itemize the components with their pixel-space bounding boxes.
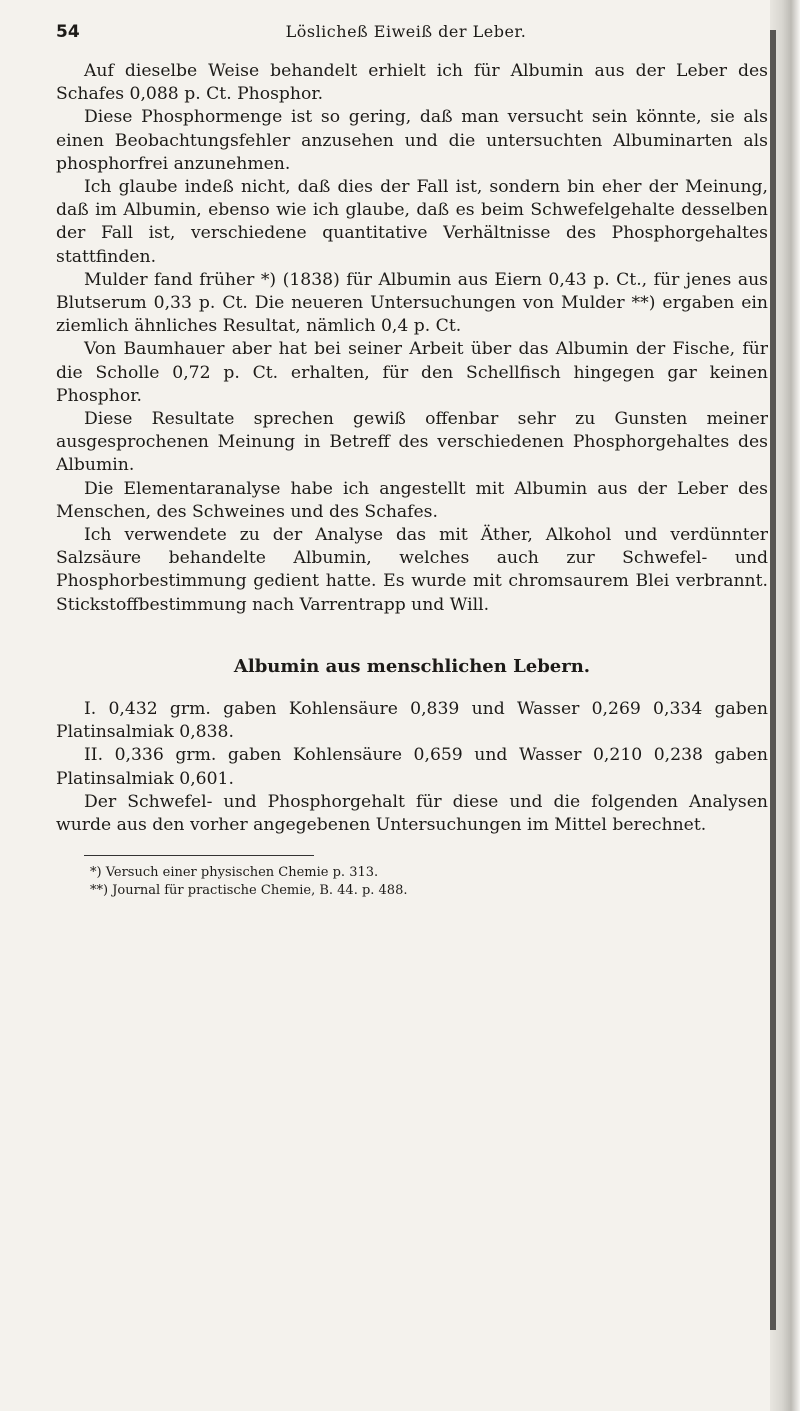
paragraph: Ich verwendete zu der Analyse das mit Äther, Alkohol und verdünnter Salzsäure behandelte Albumin, welches auch zur Schwefel- und Phosphorbestimmung gedient hatte. Es wurde mit chromsaurem Blei verbrannt. Stickstoffbestimmung nach Varrentrapp und Will. — [56, 525, 768, 615]
page-body — [56, 60, 768, 900]
paragraph: Von Baumhauer aber hat bei seiner Arbeit über das Albumin der Fische, für die Scholle 0,72 p. Ct. erhalten, für den Schellfisch hingegen gar keinen Phosphor. — [56, 339, 768, 406]
footnote-divider — [84, 855, 314, 856]
paragraph: Mulder fand früher *) (1838) für Albumin aus Eiern 0,43 p. Ct., für jenes aus Blutserum 0,33 p. Ct. Die neueren Untersuchungen von Mulder **) ergaben ein ziemlich ähnliches Resultat, nämlich 0,4 p. Ct. — [56, 269, 768, 337]
paragraph: Die Elementaranalyse habe ich angestellt mit Albumin aus der Leber des Menschen, des Schweines und des Schafes. — [56, 478, 768, 522]
footnote: **) Journal für practische Chemie, B. 44. p. 488. — [90, 883, 408, 899]
page-number: 54 — [56, 22, 80, 42]
section-title: Albumin aus menschlichen Lebern. — [233, 655, 591, 677]
paragraph: Auf dieselbe Weise behandelt erhielt ich für Albumin aus der Leber des Schafes 0,088 p. Ct. Phosphor. — [56, 61, 768, 105]
page-header — [56, 22, 756, 52]
paragraph: Der Schwefel- und Phosphorgehalt für diese und die folgenden Analysen wurde aus den vorher angegebenen Untersuchungen im Mittel berechnet. — [56, 791, 768, 836]
paragraph: Diese Phosphormenge ist so gering, daß man versucht sein könnte, sie als einen Beobachtungsfehler anzusehen und die untersuchten Albuminarten als phosphorfrei anzunehmen. — [56, 107, 768, 174]
running-title: Löslicheß Eiweiß der Leber. — [285, 22, 527, 41]
analysis-entry: II. 0,336 grm. gaben Kohlensäure 0,659 und Wasser 0,210 0,238 gaben Platinsalmiak 0,601. — [56, 745, 768, 789]
binding-shadow — [770, 30, 776, 1330]
footnote: *) Versuch einer physischen Chemie p. 313. — [90, 865, 379, 881]
paragraph: Diese Resultate sprechen gewiß offenbar sehr zu Gunsten meiner ausgesprochenen Meinung in Betreff des verschiedenen Phosphorgehaltes des Albumin. — [56, 409, 768, 476]
analysis-entry: I. 0,432 grm. gaben Kohlensäure 0,839 und Wasser 0,269 0,334 gaben Platinsalmiak 0,838. — [56, 699, 768, 743]
paragraph: Ich glaube indeß nicht, daß dies der Fall ist, sondern bin eher der Meinung, daß im Albumin, ebenso wie ich glaube, daß es beim Schwefelgehalte desselben der Fall ist, verschiedene quantitative Verhältnisse des Phosphorgehaltes stattfinden. — [56, 177, 768, 267]
